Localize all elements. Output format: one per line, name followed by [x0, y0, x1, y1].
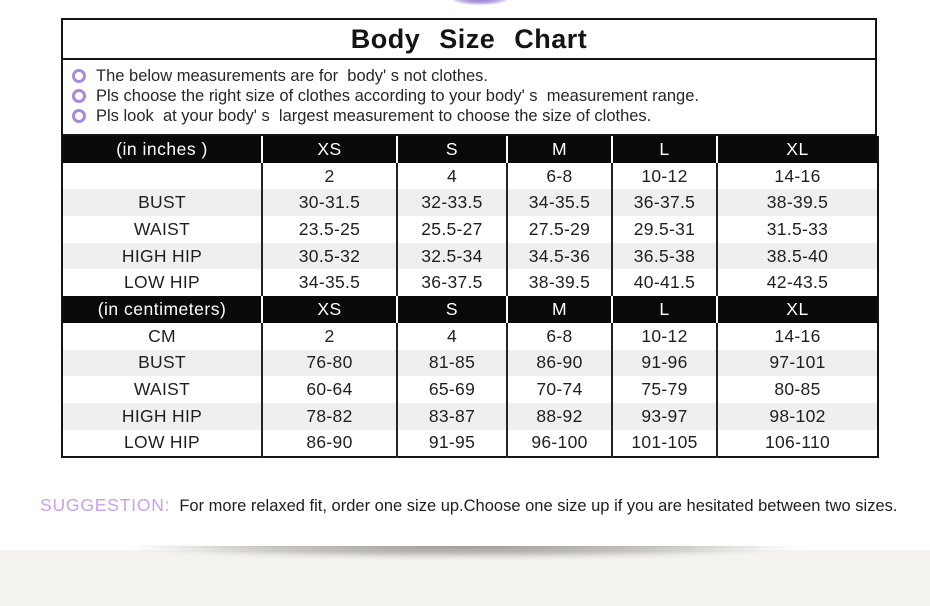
- size-value-cell: 42-43.5: [717, 269, 878, 296]
- size-column-header: S: [397, 296, 507, 323]
- size-value-cell: 70-74: [507, 376, 612, 403]
- size-value-cell: 38-39.5: [507, 269, 612, 296]
- row-label: BUST: [62, 350, 262, 377]
- size-value-cell: 14-16: [717, 323, 878, 350]
- note-item: [69, 86, 869, 106]
- row-label: LOW HIP: [124, 272, 200, 293]
- size-value-cell: 32-33.5: [397, 189, 507, 216]
- table-row: [62, 269, 878, 296]
- bullet-circle-icon: [72, 89, 86, 103]
- suggestion-label: SUGGESTION:: [40, 495, 171, 515]
- size-value-cell: 36-37.5: [397, 269, 507, 296]
- size-value-cell: 65-69: [397, 376, 507, 403]
- size-value-cell: 38-39.5: [717, 189, 878, 216]
- size-table: [61, 136, 879, 458]
- bullet-circle-icon: [72, 69, 86, 83]
- bullet-circle-icon: [72, 109, 86, 123]
- size-value-cell: 6-8: [507, 163, 612, 190]
- chart-info-box: [61, 18, 877, 136]
- size-value-cell: 38.5-40: [717, 243, 878, 270]
- table-row: [62, 430, 878, 458]
- size-column-header: M: [507, 136, 612, 163]
- size-value-cell: 80-85: [717, 376, 878, 403]
- size-value-cell: 25.5-27: [397, 216, 507, 243]
- size-column-header: XS: [262, 136, 397, 163]
- size-value-cell: 36.5-38: [612, 243, 717, 270]
- row-label: HIGH HIP: [62, 403, 262, 430]
- size-value-cell: 40-41.5: [612, 269, 717, 296]
- size-column-header: XL: [717, 296, 878, 323]
- size-value-cell: 10-12: [612, 323, 717, 350]
- size-value-cell: 34.5-36: [507, 243, 612, 270]
- note-text: Pls look at your body' s largest measurement to choose the size of clothes.: [96, 107, 652, 125]
- size-value-cell: 23.5-25: [262, 216, 397, 243]
- size-value-cell: 81-85: [397, 350, 507, 377]
- size-value-cell: 36-37.5: [612, 189, 717, 216]
- size-value-cell: 91-95: [397, 430, 507, 458]
- size-value-cell: 4: [397, 323, 507, 350]
- notes-list: [63, 60, 875, 134]
- size-chart-sheet: [61, 18, 877, 458]
- table-row: [62, 189, 878, 216]
- table-row-header-inches: [62, 136, 878, 163]
- row-label: CM: [148, 325, 176, 346]
- size-value-cell: 93-97: [612, 403, 717, 430]
- size-value-cell: 2: [262, 323, 397, 350]
- size-value-cell: 14-16: [717, 163, 878, 190]
- size-value-cell: 10-12: [612, 163, 717, 190]
- row-label: BUST: [62, 189, 262, 216]
- suggestion-text: For more relaxed fit, order one size up.Choose one size up if you are hesitated between two sizes.: [179, 497, 898, 515]
- table-row: [62, 243, 878, 270]
- note-text: The below measurements are for body' s not clothes.: [96, 67, 489, 85]
- size-value-cell: 27.5-29: [507, 216, 612, 243]
- size-value-cell: 30-31.5: [262, 189, 397, 216]
- note-item: [69, 106, 869, 126]
- size-value-cell: 60-64: [262, 376, 397, 403]
- size-value-cell: 106-110: [717, 430, 878, 458]
- note-text: Pls choose the right size of clothes according to your body' s measurement range.: [96, 87, 699, 105]
- size-value-cell: 75-79: [612, 376, 717, 403]
- size-value-cell: 83-87: [397, 403, 507, 430]
- row-label: WAIST: [133, 379, 191, 400]
- size-column-header: L: [612, 296, 717, 323]
- table-row: [62, 403, 878, 430]
- size-value-cell: 88-92: [507, 403, 612, 430]
- table-row: [62, 216, 878, 243]
- section-header-label: (in inches ): [62, 136, 262, 163]
- size-value-cell: 86-90: [507, 350, 612, 377]
- size-value-cell: 98-102: [717, 403, 878, 430]
- row-label: HIGH HIP: [62, 243, 262, 270]
- size-value-cell: 29.5-31: [612, 216, 717, 243]
- note-item: [69, 66, 869, 86]
- size-value-cell: 6-8: [507, 323, 612, 350]
- size-value-cell: 101-105: [612, 430, 717, 458]
- table-row-header-centimeters: [62, 296, 878, 323]
- table-row: [62, 350, 878, 377]
- size-value-cell: 76-80: [262, 350, 397, 377]
- size-value-cell: 30.5-32: [262, 243, 397, 270]
- table-row: [62, 376, 878, 403]
- table-row: [62, 163, 878, 190]
- size-value-cell: 96-100: [507, 430, 612, 458]
- size-value-cell: 78-82: [262, 403, 397, 430]
- page-title: Body Size Chart: [63, 20, 875, 60]
- row-label: LOW HIP: [124, 432, 200, 453]
- suggestion-line: [40, 495, 910, 516]
- size-value-cell: 97-101: [717, 350, 878, 377]
- size-value-cell: 2: [262, 163, 397, 190]
- purple-dot-decoration: [452, 0, 508, 5]
- size-value-cell: 4: [397, 163, 507, 190]
- size-column-header: S: [397, 136, 507, 163]
- size-value-cell: 91-96: [612, 350, 717, 377]
- table-row: [62, 323, 878, 350]
- size-value-cell: 32.5-34: [397, 243, 507, 270]
- size-column-header: L: [612, 136, 717, 163]
- size-value-cell: 31.5-33: [717, 216, 878, 243]
- row-label: WAIST: [133, 218, 191, 239]
- size-value-cell: 86-90: [262, 430, 397, 458]
- section-header-label: (in centimeters): [62, 296, 262, 323]
- size-column-header: XS: [262, 296, 397, 323]
- size-column-header: XL: [717, 136, 878, 163]
- size-column-header: M: [507, 296, 612, 323]
- row-label: [62, 163, 262, 190]
- size-value-cell: 34-35.5: [507, 189, 612, 216]
- size-value-cell: 34-35.5: [262, 269, 397, 296]
